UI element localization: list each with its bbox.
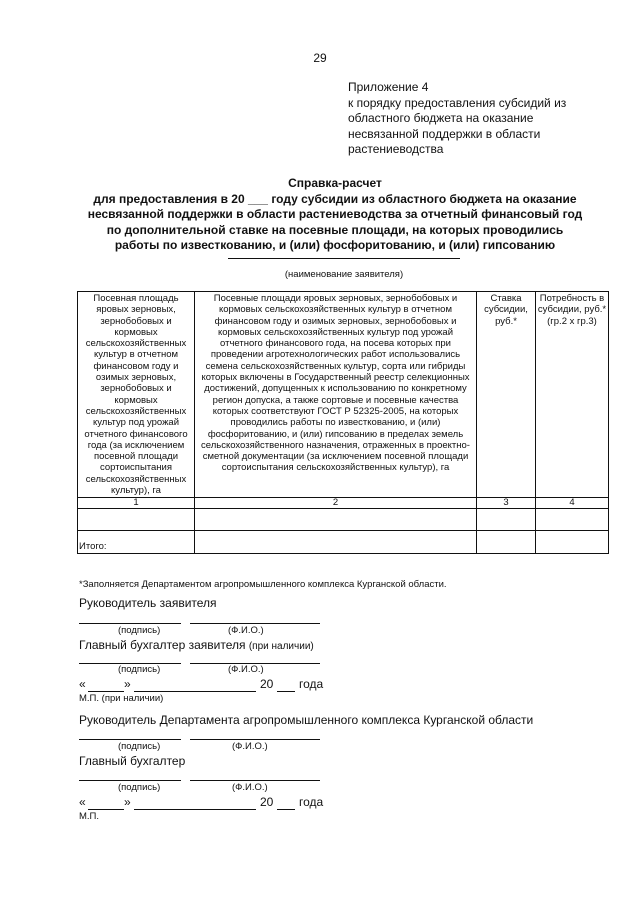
total-label: Итого:: [78, 531, 195, 554]
column-number: 3: [477, 498, 536, 509]
appendix-line: Приложение 4: [348, 80, 429, 94]
date-year-suffix: года: [299, 795, 324, 809]
document-title: [60, 176, 610, 254]
applicant-name-caption: (наименование заявителя): [284, 269, 404, 280]
title-heading: Справка-расчет: [288, 176, 382, 190]
table-cell[interactable]: [195, 509, 477, 531]
column-number: 4: [536, 498, 609, 509]
fio-field[interactable]: [190, 739, 320, 740]
fio-field[interactable]: [190, 780, 320, 781]
applicant-name-field[interactable]: [228, 258, 460, 259]
signature-field[interactable]: [79, 780, 181, 781]
page-number: 29: [313, 51, 327, 65]
date-quote-close: »: [124, 677, 131, 691]
stamp-note: М.П. (при наличии): [79, 693, 164, 704]
date-year-prefix: 20: [260, 795, 274, 809]
date-month-field[interactable]: [134, 691, 256, 692]
date-year-prefix: 20: [260, 677, 274, 691]
date-year-suffix: года: [299, 677, 324, 691]
fio-caption: (Ф.И.О.): [228, 664, 264, 675]
signature-caption: (подпись): [118, 664, 161, 675]
appendix-line: растениеводства: [348, 142, 444, 156]
title-line: по дополнительной ставке на посевные площади, на которых проводились: [106, 222, 564, 237]
table-row: [78, 509, 609, 531]
applicant-accountant-label: [79, 638, 314, 652]
signature-field[interactable]: [79, 623, 181, 624]
appendix-line: областного бюджета на оказание: [348, 111, 534, 125]
table-cell[interactable]: [195, 531, 477, 554]
table-cell[interactable]: [477, 531, 536, 554]
footnote: *Заполняется Департаментом агропромышленного комплекса Курганской области.: [79, 579, 447, 590]
signature-caption: (подпись): [118, 741, 161, 752]
title-line: несвязанной поддержки в области растениеводства за отчетный финансовый год: [87, 207, 583, 221]
if-any-note: (при наличии): [248, 641, 314, 652]
header-cell: Посевная площадь яровых зерновых, зернобобовых и кормовых сельскохозяйственных культур в отчетном финансовом году и озимых зерновых, зернобобовых и кормовых сельскохозяйственных культур под урожай отчетного финансового года (за исключением посевной площади сортоиспытания сельскохозяйственных культур), га: [78, 292, 195, 498]
header-cell: Ставка субсидии, руб.*: [477, 292, 536, 498]
department-head-label: Руководитель Департамента агропромышленного комплекса Курганской области: [79, 713, 534, 727]
subsidy-table: [77, 291, 609, 554]
fio-caption: (Ф.И.О.): [232, 782, 268, 793]
date-line: [79, 795, 86, 809]
column-number: 2: [195, 498, 477, 509]
table-cell[interactable]: [477, 509, 536, 531]
column-number: 1: [78, 498, 195, 509]
stamp-note: М.П.: [79, 811, 100, 822]
total-row: [78, 531, 609, 554]
appendix-line: к порядку предоставления субсидий из: [348, 95, 567, 110]
date-quote-close: »: [124, 795, 131, 809]
signature-caption: (подпись): [118, 782, 161, 793]
date-line: [79, 677, 86, 691]
fio-caption: (Ф.И.О.): [232, 741, 268, 752]
signature-field[interactable]: [79, 739, 181, 740]
header-cell: Посевные площади яровых зерновых, зернобобовых и кормовых сельскохозяйственных культур в отчетном финансовом году и озимых зерновых, зернобобовых и кормовых сельскохозяйственных культур под урожай отчетного финансового года, на посева которых при проведении агротехнологических работ использовались семена сельскохозяйственных культур, сорта или гибриды которых включены в Государственный реестр селекционных достижений, допущенных к использованию по конкретному регион допуска, а также сортовые и посевные качества которых соответствуют ГОСТ Р 52325-2005, на которых проводились работы по известкованию, и (или) фосфоритованию, и (или) гипсованию в пределах земель сельскохозяйственного назначения, отраженных в проектно-сметной документации (за исключением посевной площади сортоиспытания сельскохозяйственных культур), га: [195, 292, 477, 498]
column-number-row: [78, 498, 609, 509]
date-year-field[interactable]: [277, 691, 295, 692]
date-quote-open: «: [79, 795, 86, 809]
applicant-head-label: Руководитель заявителя: [79, 596, 217, 610]
chief-accountant-label: Главный бухгалтер: [79, 754, 186, 768]
table-cell[interactable]: [536, 509, 609, 531]
signature-caption: (подпись): [118, 625, 161, 636]
appendix-line: несвязанной поддержки в области: [348, 126, 541, 141]
fio-caption: (Ф.И.О.): [228, 625, 264, 636]
date-year-field[interactable]: [277, 809, 295, 810]
header-cell: Потребность в субсидии, руб.* (гр.2 х гр.3): [536, 292, 609, 498]
date-quote-open: «: [79, 677, 86, 691]
table-cell[interactable]: [78, 509, 195, 531]
date-month-field[interactable]: [134, 809, 256, 810]
applicant-accountant-title: Главный бухгалтер заявителя: [79, 638, 246, 652]
title-line: работы по известкованию, и (или) фосфоритованию, и (или) гипсованию: [114, 238, 556, 252]
fio-field[interactable]: [190, 623, 320, 624]
title-line: для предоставления в 20 ___ году субсидии из областного бюджета на оказание: [93, 191, 577, 206]
date-day-field[interactable]: [88, 809, 124, 810]
table-header-row: [78, 292, 609, 498]
appendix-block: [348, 80, 618, 158]
table-cell[interactable]: [536, 531, 609, 554]
date-day-field[interactable]: [88, 691, 124, 692]
